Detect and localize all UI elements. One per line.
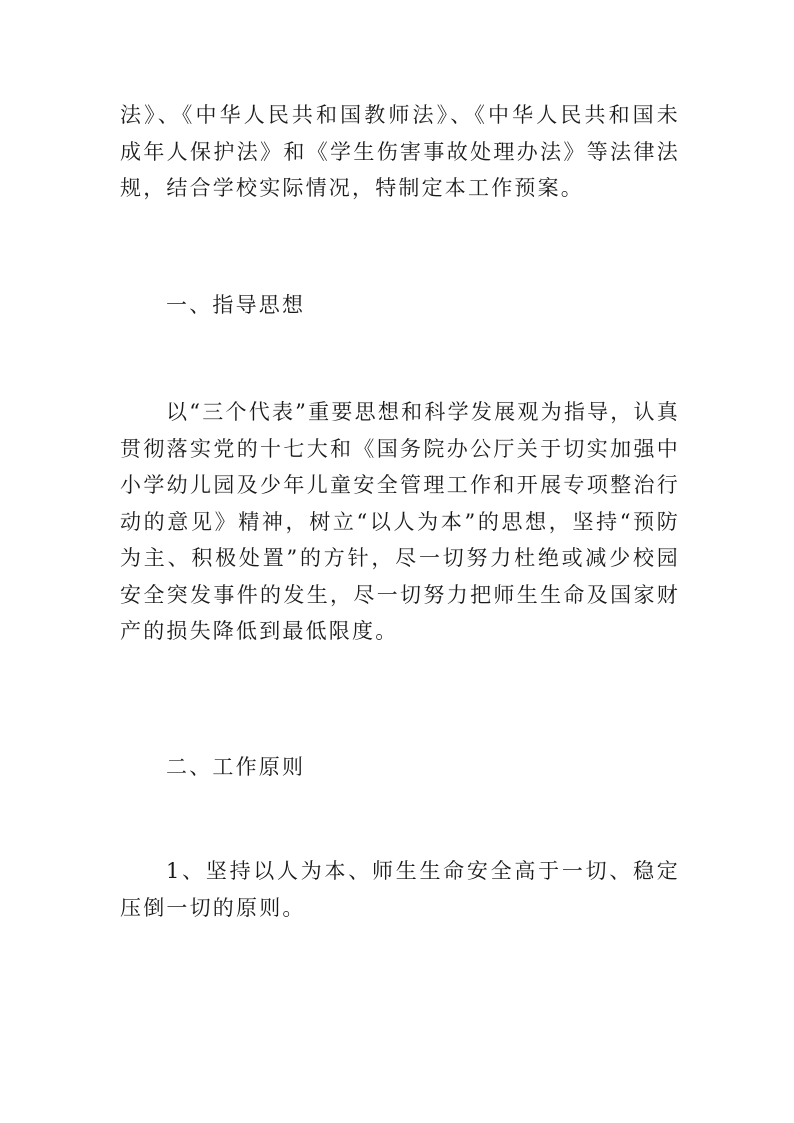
- intro-paragraph: 法》、《中华人民共和国教师法》、《中华人民共和国未成年人保护法》和《学生伤害事故处理办法》等法律法规，结合学校实际情况，特制定本工作预案。: [120, 103, 680, 200]
- section-heading-guiding-ideology: 一、指导思想: [166, 293, 306, 317]
- principle-item-1: 1、坚持以人为本、师生生命安全高于一切、稳定压倒一切的原则。: [120, 859, 680, 920]
- section-heading-work-principles: 二、工作原则: [166, 755, 306, 779]
- guiding-ideology-paragraph: 以“三个代表”重要思想和科学发展观为指导，认真贯彻落实党的十七大和《国务院办公厅关于切实加强中小学幼儿园及少年儿童安全管理工作和开展专项整治行动的意见》精神，树立“以人为本”的思想，坚持“预防为主、积极处置”的方针，尽一切努力杜绝或减少校园安全突发事件的发生，尽一切努力把师生生命及国家财产的损失降低到最低限度。: [120, 400, 680, 643]
